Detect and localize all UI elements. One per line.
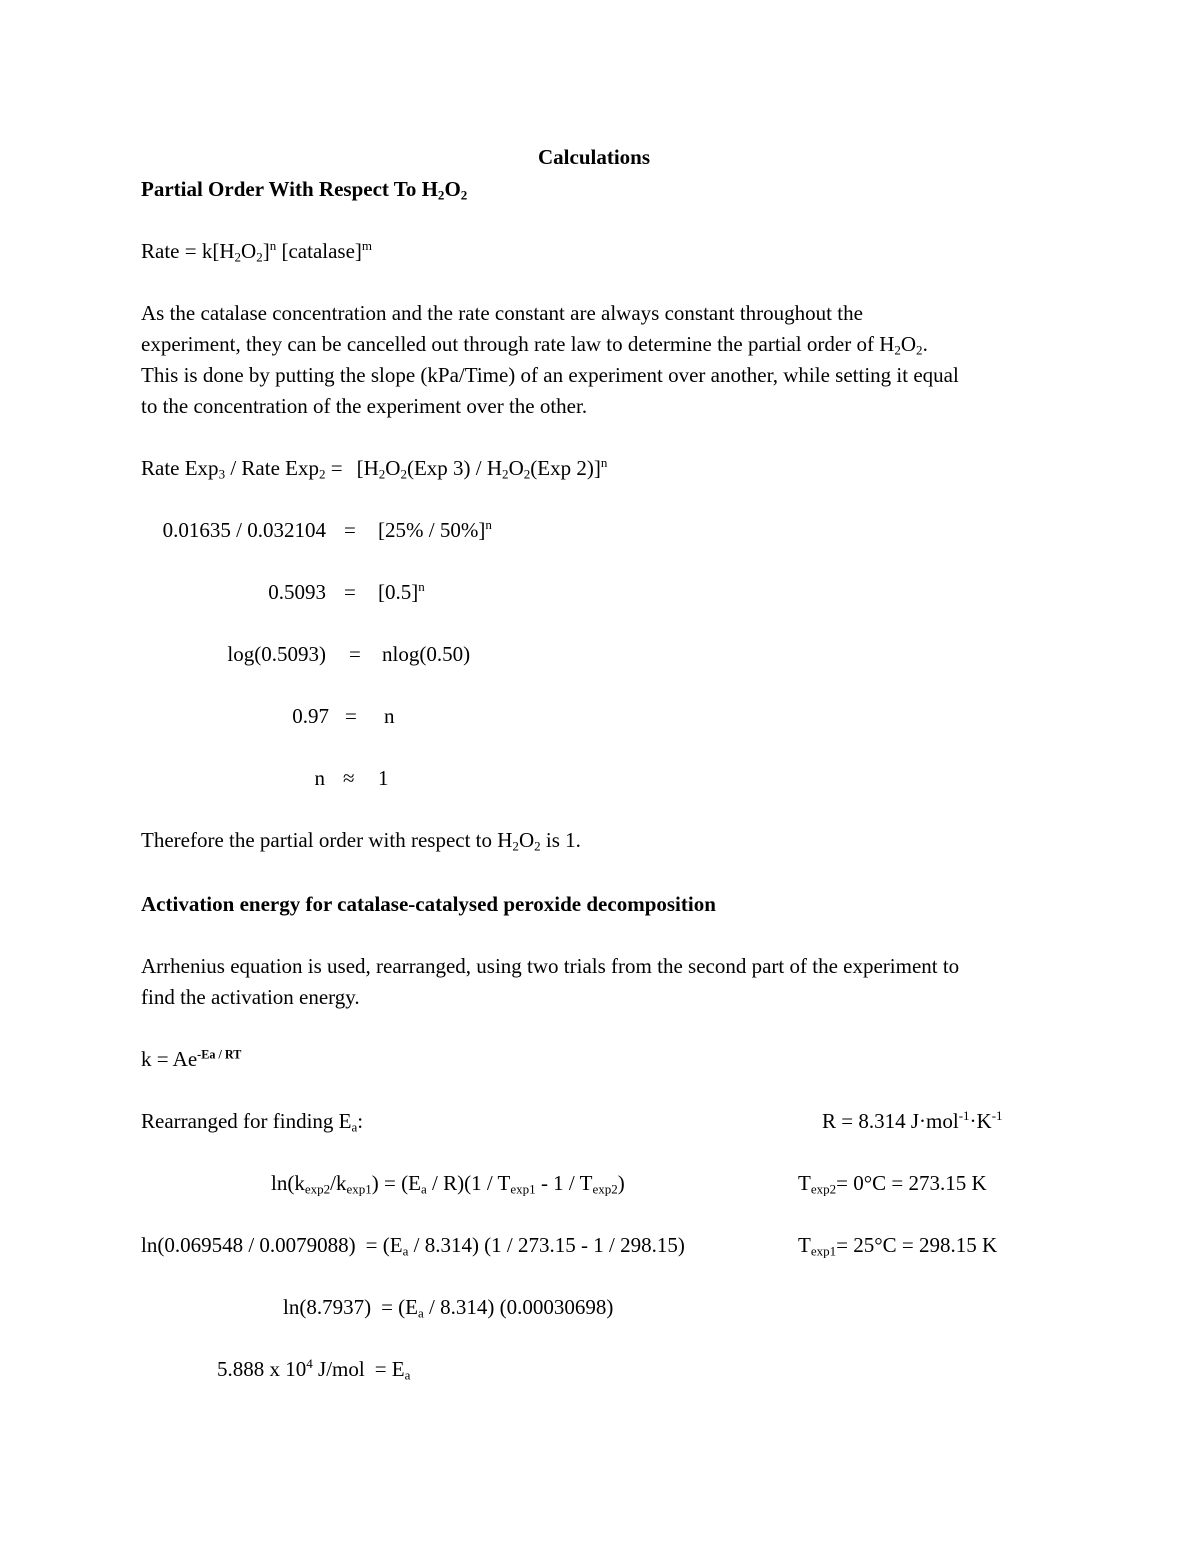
step-left: n [314, 766, 325, 790]
temperature-exp2: $T_{exp2}= 0^\circ C = 273.15$ K [798, 1171, 987, 1197]
step-left: log(0.5093) [227, 642, 326, 666]
step-operator: ≈ [343, 766, 355, 790]
rate-ratio-equation: Rate Exp$_3$ / Rate $Exp_2 = [H_2O_2(Exp$ $3) / H_2O_2(Exp$ 2)]$^n$ [141, 455, 608, 482]
conclusion-text: Therefore the partial order with respect to $H_2O_2$ is 1. [141, 828, 581, 854]
gas-constant: R = 8.314 $J\cdot mol^{-1}\cdot K^{-1}$ [822, 1108, 1003, 1133]
section-heading-partial-order: Partial Order With Respect To $H_2O_2$ [141, 177, 468, 203]
step-operator: = [345, 704, 357, 728]
step-operator: = [349, 642, 361, 666]
step-left: 0.5093 [268, 580, 326, 604]
page-title: Calculations [538, 145, 651, 169]
paragraph-line: As the catalase concentration and the rate constant are always constant throughout the [141, 301, 863, 325]
step-right: nlog(0.50) [382, 642, 471, 666]
rearranged-label: Rearranged for finding $E_a$: [141, 1109, 364, 1135]
section-heading-activation-energy: Activation energy for catalase-catalysed peroxide decomposition [141, 892, 716, 916]
paragraph-line: experiment, they can be cancelled out through rate law to determine the partial order of $H_2O_2$. [141, 332, 928, 358]
step-right: 1 [378, 766, 389, 790]
step-right: n [384, 704, 395, 728]
activation-energy-result: 5.888 x $10^4$ $J/mol = E_a$ [217, 1356, 411, 1383]
step-right: $[0.5]^n$ [378, 579, 425, 604]
substituted-equation: $\ln(0.069548 / 0.0079088) = (E_a / 8.314)$ (1 / 273.15 - 1 / 298.15) [141, 1233, 685, 1259]
paragraph-line: to the concentration of the experiment over the other. [141, 394, 588, 418]
rate-law-equation: Rate = $k[H_2O_2]^n$ [catalase]$^m$ [141, 238, 373, 265]
step-left: 0.01635 / 0.032104 [162, 518, 326, 542]
temperature-exp1: $T_{exp1}= 25^\circ C = 298.15$ K [798, 1233, 998, 1259]
step-left: 0.97 [292, 704, 329, 728]
paragraph-line: find the activation energy. [141, 985, 360, 1009]
step-right: [25% / 50%]$^n$ [378, 517, 492, 542]
paragraph-line: Arrhenius equation is used, rearranged, using two trials from the second part of the experiment to [141, 954, 960, 978]
paragraph-line: This is done by putting the slope (kPa/Time) of an experiment over another, while setting it equal [141, 363, 959, 387]
step-operator: = [344, 518, 356, 542]
arrhenius-rearranged-equation: $\ln(k_{exp2}/k_{exp1}) = (E_a / R)(1 / T_{exp1} - 1 / T_{exp2})$ [271, 1171, 625, 1197]
simplified-equation: $\ln(8.7937) = (E_a / 8.314)$ (0.00030698) [283, 1295, 614, 1321]
step-operator: = [344, 580, 356, 604]
arrhenius-equation: $k = Ae^{-Ea / RT}$ [141, 1047, 242, 1071]
